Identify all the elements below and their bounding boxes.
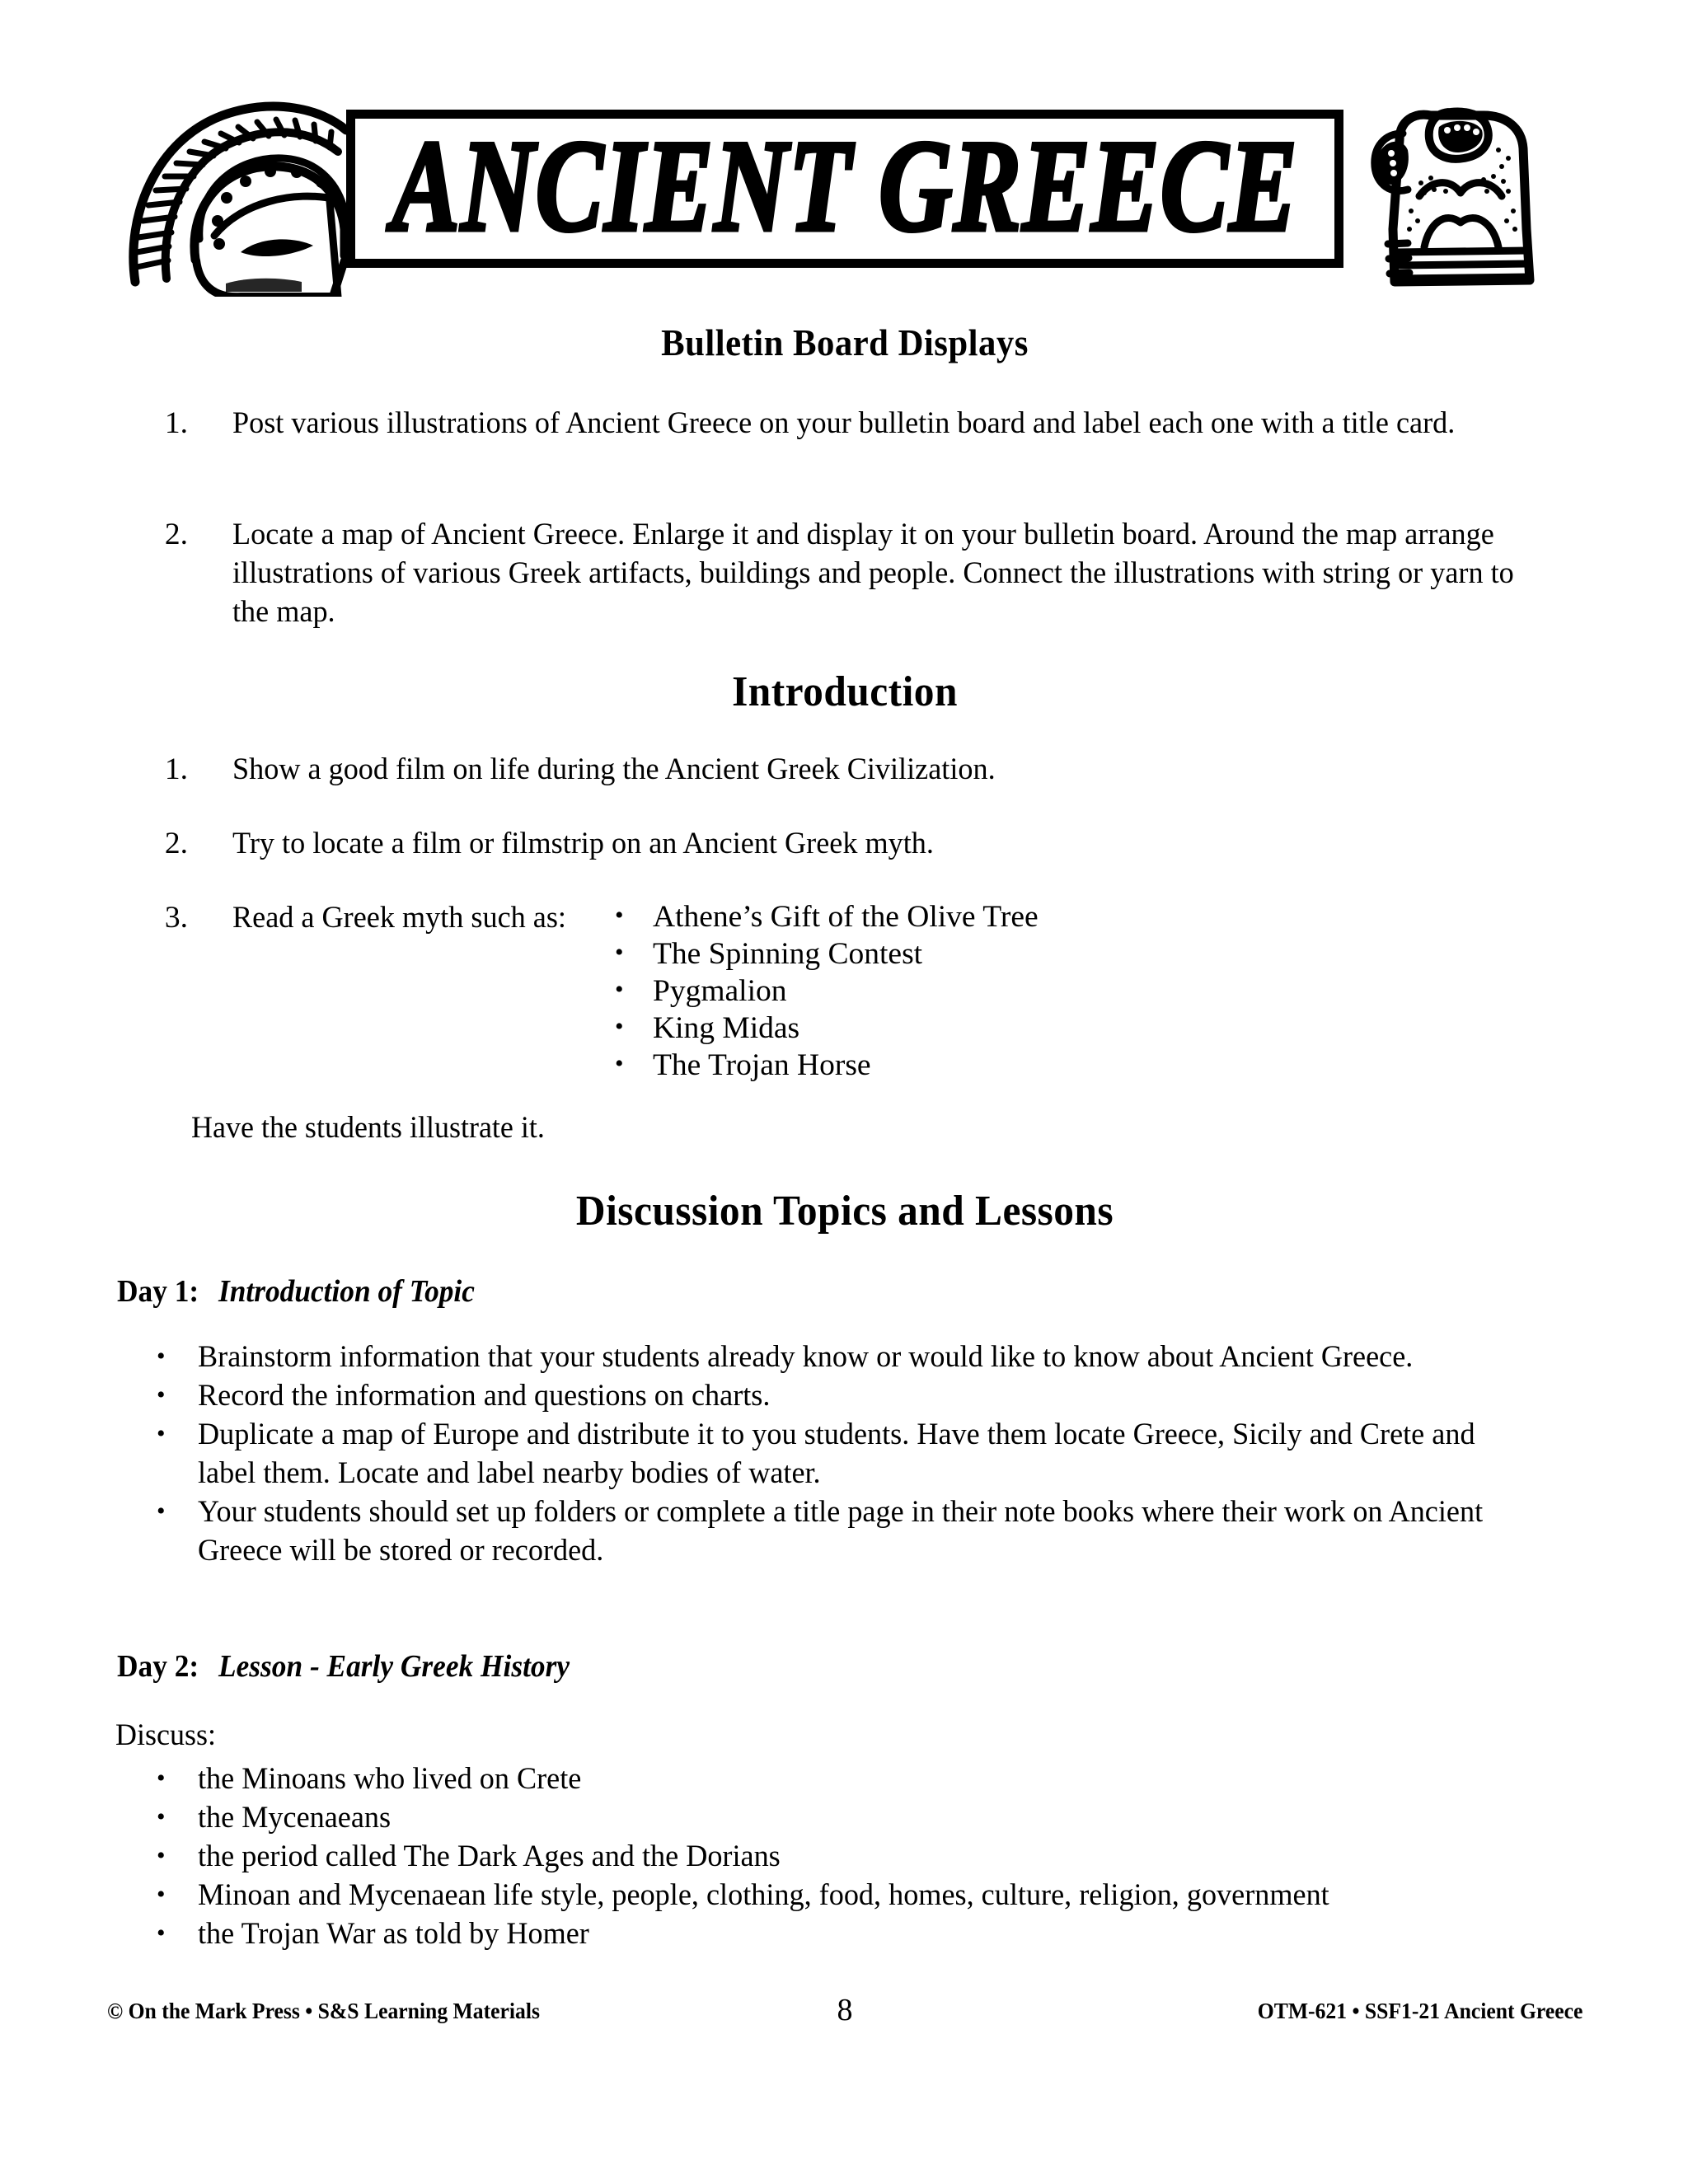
list-item: • The Trojan Horse xyxy=(610,1047,1352,1084)
list-text: • Brainstorm information that your students already know or would like to know about Ancient Greece. xyxy=(198,1340,1414,1374)
list-item xyxy=(150,1760,1576,1798)
day-2-bullets xyxy=(150,1760,1576,1953)
list-item xyxy=(150,1415,1576,1493)
heading-bulletin-board-displays: Bulletin Board Displays xyxy=(661,322,1029,363)
numbered-item xyxy=(150,750,1568,789)
list-item: • Athene’s Gift of the Olive Tree xyxy=(610,898,1352,935)
list-text: Post various illustrations of Ancient Greece on your bulletin board and label each one with a title card. xyxy=(232,406,1456,440)
list-text: • Your students should set up folders or complete a title page in their note books where their work on Ancient Greece will be stored or recorded. xyxy=(198,1495,1484,1568)
list-text: Locate a map of Ancient Greece. Enlarge it and display it on your bulletin board. Around the map arrange illustrations of various Greek artifacts, buildings and people. Connect the illustrations with string or yarn to the map. xyxy=(232,518,1514,629)
page-header xyxy=(107,82,1582,297)
page-footer xyxy=(107,1993,1582,2040)
list-item: • Pygmalion xyxy=(610,972,1352,1010)
heading-discussion-topics: Discussion Topics and Lessons xyxy=(575,1188,1114,1235)
list-text: • Record the information and questions on charts. xyxy=(198,1379,771,1413)
illustrate-note: Have the students illustrate it. xyxy=(191,1111,545,1145)
list-item: • The Spinning Contest xyxy=(610,935,1352,972)
list-text: • the Trojan War as told by Homer xyxy=(198,1917,589,1951)
numbered-item xyxy=(150,824,1568,863)
list-text: Read a Greek myth such as: xyxy=(232,901,566,935)
list-number: 1. xyxy=(164,752,188,786)
list-item xyxy=(150,1915,1576,1953)
day-1-title: Introduction of Topic xyxy=(218,1274,475,1309)
list-text: • the Mycenaeans xyxy=(198,1801,392,1835)
list-item xyxy=(150,1493,1576,1570)
myth-list xyxy=(610,898,1352,1084)
list-item xyxy=(150,1798,1576,1837)
list-number: 2. xyxy=(164,518,188,551)
day-1-heading xyxy=(117,1273,494,1310)
list-number: 1. xyxy=(164,406,188,440)
numbered-item xyxy=(150,404,1568,443)
list-item xyxy=(150,1376,1576,1415)
heading-introduction: Introduction xyxy=(732,668,958,715)
footer-copyright: © On the Mark Press • S&S Learning Materials xyxy=(107,1999,540,2023)
list-item xyxy=(150,1338,1576,1376)
day-2-title: Lesson - Early Greek History xyxy=(218,1649,570,1684)
day-2-discuss-label: Discuss: xyxy=(115,1718,217,1752)
spartan-helmet-icon xyxy=(117,91,356,297)
title-banner xyxy=(346,110,1343,268)
numbered-item xyxy=(150,515,1568,631)
list-item: • King Midas xyxy=(610,1010,1352,1047)
day-2-heading xyxy=(117,1648,596,1685)
numbered-item xyxy=(150,898,645,937)
list-text: Try to locate a film or filmstrip on an Ancient Greek myth. xyxy=(232,827,934,860)
day-1-bullets xyxy=(150,1338,1576,1570)
footer-product-code: OTM-621 • SSF1-21 Ancient Greece xyxy=(1257,1999,1582,2023)
list-text: • the period called The Dark Ages and the Dorians xyxy=(198,1840,781,1873)
list-item xyxy=(150,1837,1576,1876)
list-text: • the Minoans who lived on Crete xyxy=(198,1762,582,1796)
page-number: 8 xyxy=(837,1993,853,2027)
list-text: • Duplicate a map of Europe and distribute it to you students. Have them locate Greece, Sicily and Crete and label them. Locate and label nearby bodies of water. xyxy=(198,1418,1475,1490)
list-number: 2. xyxy=(164,827,188,860)
greek-cuirass-icon xyxy=(1360,91,1537,297)
list-number: 3. xyxy=(164,901,188,935)
page-title: ANCIENT GREECE xyxy=(392,113,1298,259)
day-2-label: Day 2: xyxy=(117,1649,199,1684)
list-text: • Minoan and Mycenaean life style, people, clothing, food, homes, culture, religion, government xyxy=(198,1878,1329,1912)
day-1-label: Day 1: xyxy=(117,1274,199,1309)
list-item xyxy=(150,1876,1576,1915)
list-text: Show a good film on life during the Ancient Greek Civilization. xyxy=(232,752,996,786)
